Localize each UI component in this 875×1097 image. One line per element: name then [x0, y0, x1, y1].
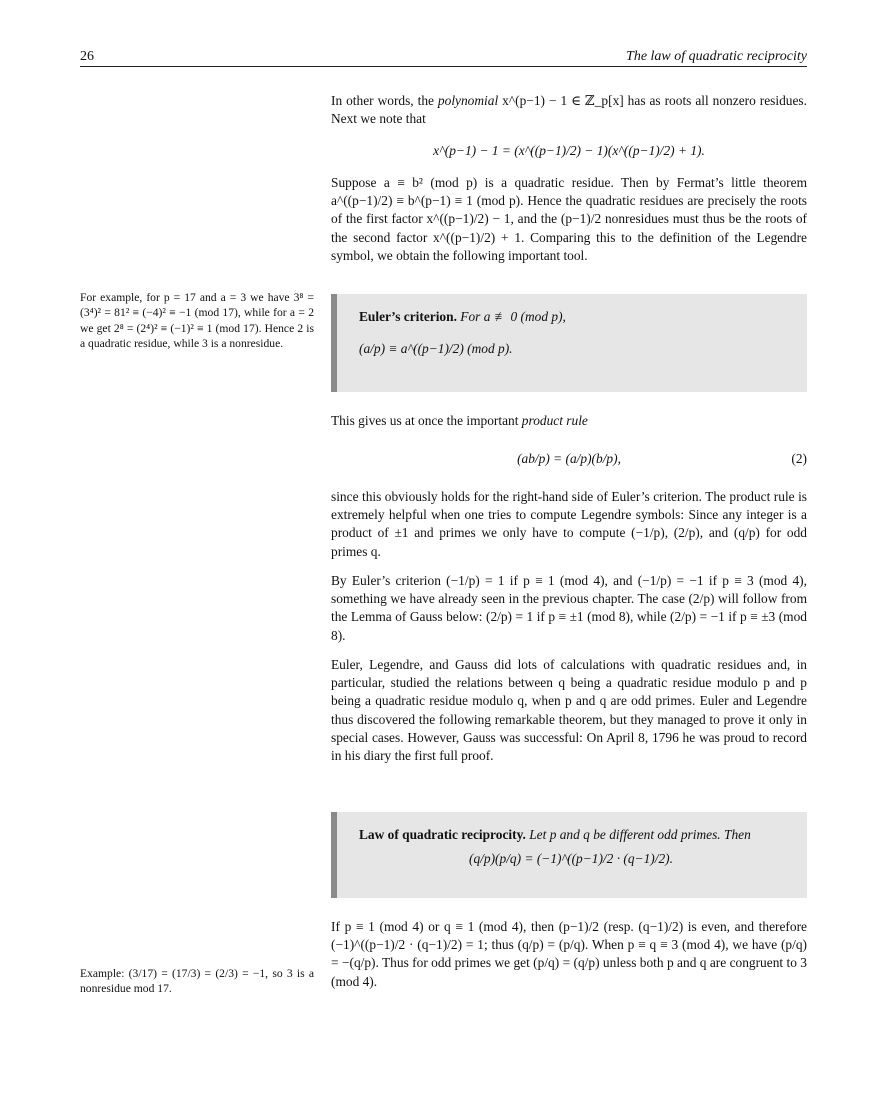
paragraph-1	[331, 92, 807, 128]
euler-criterion-box	[331, 294, 807, 392]
equation-1	[331, 142, 807, 160]
equation-2-formula: (ab/p) = (a/p)(b/p),	[517, 451, 621, 466]
paragraph-6	[331, 656, 807, 765]
para1-text-a: In other words, the	[331, 93, 434, 108]
para1-text-b: x^(p−1) − 1 ∈ ℤ_p[x] has as roots all nonzero residues. Next we note that	[331, 93, 807, 127]
paragraph-7	[331, 918, 807, 991]
paragraph-2	[331, 174, 807, 265]
equation-1-formula: x^(p−1) − 1 = (x^((p−1)/2) − 1)(x^((p−1)/2) + 1).	[433, 143, 705, 158]
para3-emphasis: product rule	[521, 413, 588, 428]
para1-emphasis: polynomial	[437, 93, 499, 108]
para2-text: Suppose a ≡ b² (mod p) is a quadratic residue. Then by Fermat’s little theorem a^((p−1)/2) ≡ b^(p−1) ≡ 1 (mod p). Hence the quadratic residues are precisely the roots of the first factor x^((p−1)/2) − 1, and the (p−1)/2 nonresidues must thus be the roots of the second factor x^((p−1)/2) + 1. Comparing this to the definition of the Legendre symbol, we obtain the following important tool.	[331, 175, 807, 263]
margin-note-example-1: For example, for p = 17 and a = 3 we have 3⁸ = (3⁴)² = 81² ≡ (−4)² ≡ −1 (mod 17), while for a = 2 we get 2⁸ = (2⁴)² ≡ (−1)² ≡ 1 (mod 17). Hence 2 is a quadratic residue, while 3 is a nonresidue.	[80, 291, 314, 351]
para5-text: By Euler’s criterion (−1/p) = 1 if p ≡ 1 (mod 4), and (−1/p) = −1 if p ≡ 3 (mod 4), something we have already seen in the previous chapter. The case (2/p) will follow from the Lemma of Gauss below: (2/p) = 1 if p ≡ ±1 (mod 8), while (2/p) = −1 if p ≡ ±3 (mod 8).	[331, 573, 807, 643]
page-header	[80, 44, 807, 67]
page-number: 26	[80, 49, 94, 64]
equation-2-number: (2)	[791, 451, 807, 466]
reciprocity-law-statement: Let p and q be different odd primes. Then	[529, 827, 751, 842]
para7-text: If p ≡ 1 (mod 4) or q ≡ 1 (mod 4), then (p−1)/2 (resp. (q−1)/2) is even, and therefore (−1)^((p−1)/2 · (q−1)/2) = 1; thus (q/p) = (p/q). When p ≡ q ≡ 3 (mod 4), we have (p/q) = −(q/p). Thus for odd primes we get (p/q) = (q/p) unless both p and q are congruent to 3 (mod 4).	[331, 919, 807, 989]
euler-criterion-statement: For a ≢ 0 (mod p),	[460, 309, 566, 324]
euler-criterion-formula: (a/p) ≡ a^((p−1)/2) (mod p).	[359, 341, 513, 357]
running-title: The law of quadratic reciprocity	[626, 49, 807, 64]
reciprocity-law-formula: (q/p)(p/q) = (−1)^((p−1)/2 · (q−1)/2).	[469, 851, 673, 867]
equation-2	[331, 450, 807, 468]
para3-text: This gives us at once the important	[331, 413, 519, 428]
para4-text: since this obviously holds for the right-hand side of Euler’s criterion. The product rule is extremely helpful when one tries to compute Legendre symbols: Since any integer is a product of ±1 and primes we only have to compute (−1/p), (2/p), and (q/p) for odd primes q.	[331, 489, 807, 559]
paragraph-5	[331, 572, 807, 645]
reciprocity-law-title: Law of quadratic reciprocity.	[359, 827, 526, 842]
margin-note-example-2: Example: (3/17) = (17/3) = (2/3) = −1, so 3 is a nonresidue mod 17.	[80, 967, 314, 996]
paragraph-4	[331, 488, 807, 561]
para6-text: Euler, Legendre, and Gauss did lots of calculations with quadratic residues and, in particular, studied the relations between q being a quadratic residue modulo p and p being a quadratic residue modulo q, when p and q are odd primes. Euler and Legendre thus discovered the following remarkable theorem, but they managed to prove it only in special cases. However, Gauss was successful: On April 8, 1796 he was proud to record in his diary the first full proof.	[331, 657, 807, 764]
reciprocity-law-box	[331, 812, 807, 898]
euler-criterion-title: Euler’s criterion.	[359, 309, 457, 324]
paragraph-3	[331, 412, 807, 430]
